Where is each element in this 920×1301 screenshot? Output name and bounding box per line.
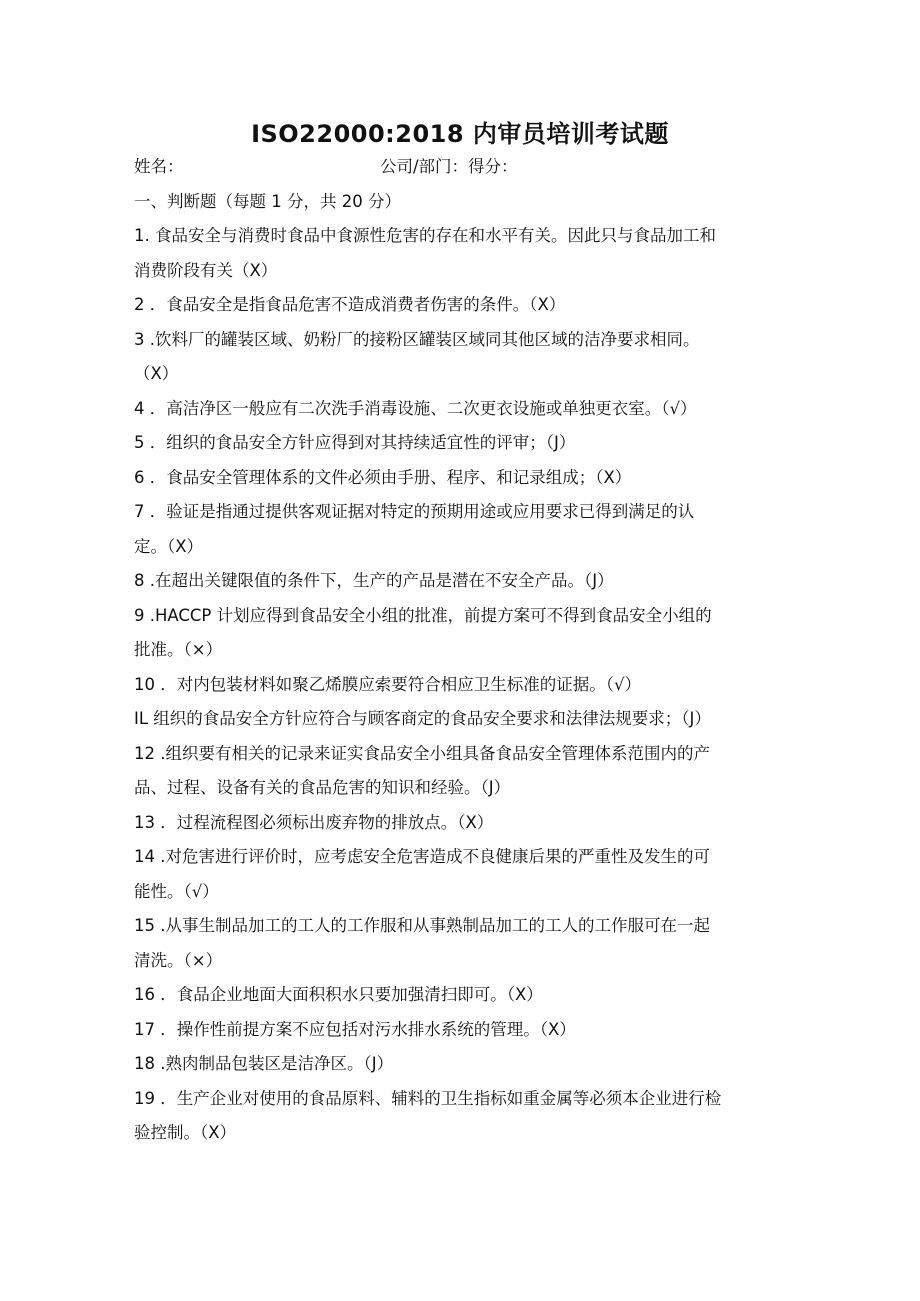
question-line: 5 ．组织的食品安全方针应得到对其持续适宜性的评审；（J） xyxy=(134,433,576,452)
question-line: 消费阶段有关（X） xyxy=(134,260,278,280)
question-item xyxy=(134,392,794,427)
question-item xyxy=(134,840,794,909)
section-title: 一、判断题（每题 1 分，共 20 分） xyxy=(134,191,401,211)
question-line: 6 ．食品安全管理体系的文件必须由手册、程序、和记录组成；（X） xyxy=(134,467,632,487)
question-item xyxy=(134,702,794,737)
question-line: 能性。（√） xyxy=(134,881,219,901)
question-item xyxy=(134,668,794,703)
question-list xyxy=(134,219,794,1151)
question-line: 10 ．对内包装材料如聚乙烯膜应索要符合相应卫生标准的证据。（√） xyxy=(134,674,642,694)
question-item xyxy=(134,495,794,564)
question-item xyxy=(134,1013,794,1048)
question-line: 2 ．食品安全是指食品危害不造成消费者伤害的条件。（X） xyxy=(134,295,566,314)
question-item xyxy=(134,461,794,496)
exam-body xyxy=(134,150,794,1151)
question-item xyxy=(134,1047,794,1082)
question-line: 17 ．操作性前提方案不应包括对污水排水系统的管理。（X） xyxy=(134,1019,576,1039)
question-line: （X） xyxy=(134,364,179,383)
question-item xyxy=(134,323,794,392)
question-item xyxy=(134,806,794,841)
question-item xyxy=(134,1082,794,1151)
question-line: 15 .从事生制品加工的工人的工作服和从事熟制品加工的工人的工作服可在一起 xyxy=(134,916,710,935)
question-item xyxy=(134,219,794,288)
question-line: 12 .组织要有相关的记录来证实食品安全小组具备食品安全管理体系范围内的产 xyxy=(134,743,710,763)
question-item xyxy=(134,564,794,599)
question-item xyxy=(134,978,794,1013)
question-line: 1. 食品安全与消费时食品中食源性危害的存在和水平有关。因此只与食品加工和 xyxy=(134,226,716,245)
question-line: 批准。（×） xyxy=(134,640,223,659)
question-line: 19 ．生产企业对使用的食品原料、辅料的卫生指标如重金属等必须本企业进行检 xyxy=(134,1088,722,1108)
header-row xyxy=(134,150,794,185)
question-line: 4 ．高洁净区一般应有二次洗手消毒设施、二次更衣设施或单独更衣室。（√） xyxy=(134,398,697,418)
question-item xyxy=(134,909,794,978)
question-line: 18 .熟肉制品包装区是洁净区。（J） xyxy=(134,1054,394,1073)
question-item xyxy=(134,737,794,806)
question-item xyxy=(134,426,794,461)
question-line: 验控制。（X） xyxy=(134,1123,237,1142)
question-item xyxy=(134,599,794,668)
question-line: 9 .HACCP 计划应得到食品安全小组的批准，前提方案可不得到食品安全小组的 xyxy=(134,605,712,625)
question-line: 14 .对危害进行评价时，应考虑安全危害造成不良健康后果的严重性及发生的可 xyxy=(134,847,710,866)
question-item xyxy=(134,288,794,323)
company-label: 公司/部门：得分： xyxy=(380,157,518,176)
question-line: IL 组织的食品安全方针应符合与顾客商定的食品安全要求和法律法规要求；（J） xyxy=(134,709,711,728)
question-line: 3 .饮料厂的罐装区域、奶粉厂的接粉区罐装区域同其他区域的洁净要求相同。 xyxy=(134,329,700,349)
question-line: 清洗。（×） xyxy=(134,950,223,970)
question-line: 13 ．过程流程图必须标出废弃物的排放点。（X） xyxy=(134,812,494,832)
question-line: 品、过程、设备有关的食品危害的知识和经验。（J） xyxy=(134,778,511,797)
question-line: 定。（X） xyxy=(134,536,204,556)
name-label: 姓名： xyxy=(134,157,184,176)
question-line: 8 .在超出关键限值的条件下，生产的产品是潜在不安全产品。（J） xyxy=(134,571,614,590)
page-title: ISO22000:2018 内审员培训考试题 xyxy=(251,120,669,148)
question-line: 16 ．食品企业地面大面积积水只要加强清扫即可。（X） xyxy=(134,985,543,1004)
question-line: 7 ．验证是指通过提供客观证据对特定的预期用途或应用要求已得到满足的认 xyxy=(134,502,695,521)
